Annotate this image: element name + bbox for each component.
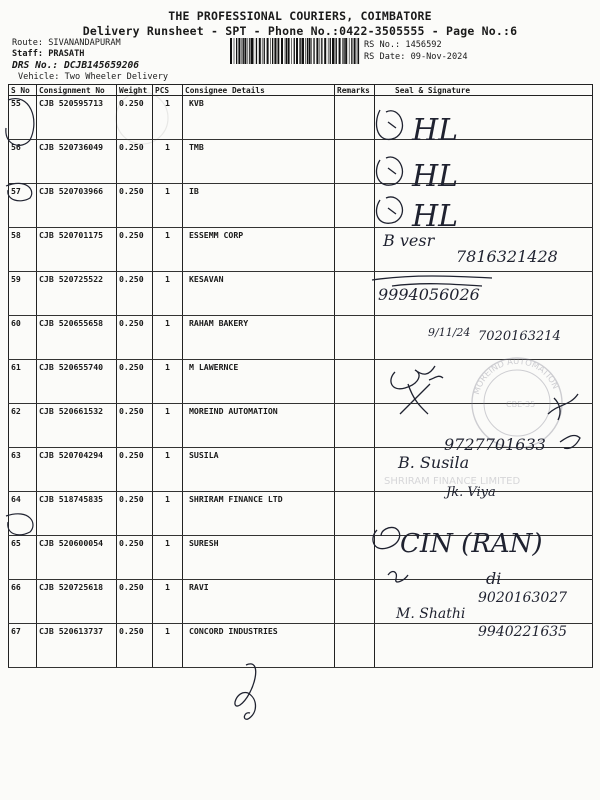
remarks bbox=[335, 184, 375, 228]
weight: 0.250 bbox=[117, 316, 153, 360]
serial-number: 55 bbox=[9, 96, 37, 140]
header-signature: Seal & Signature bbox=[375, 85, 593, 96]
signature-cell bbox=[375, 140, 593, 184]
remarks bbox=[335, 536, 375, 580]
consignee-details: SUSILA bbox=[183, 448, 335, 492]
remarks bbox=[335, 448, 375, 492]
remarks bbox=[335, 404, 375, 448]
consignee-details: KVB bbox=[183, 96, 335, 140]
runsheet-title: Delivery Runsheet - SPT - Phone No.:0422-3505555 - Page No.:6 bbox=[82, 24, 518, 38]
rs-date-line bbox=[364, 52, 468, 62]
weight: 0.250 bbox=[117, 448, 153, 492]
consignment-number: CJB 518745835 bbox=[37, 492, 117, 536]
remarks bbox=[335, 316, 375, 360]
header-consignee: Consignee Details bbox=[183, 85, 335, 96]
pieces: 1 bbox=[153, 580, 183, 624]
serial-number: 59 bbox=[9, 272, 37, 316]
handwriting-row67-name: M. Shathi bbox=[396, 606, 466, 622]
table-row bbox=[9, 316, 593, 360]
consignee-details: IB bbox=[183, 184, 335, 228]
pieces: 1 bbox=[153, 316, 183, 360]
weight: 0.250 bbox=[117, 624, 153, 668]
pieces: 1 bbox=[153, 272, 183, 316]
signature-cell bbox=[375, 96, 593, 140]
handwriting-row56: HL bbox=[412, 159, 459, 194]
serial-number: 67 bbox=[9, 624, 37, 668]
serial-number: 58 bbox=[9, 228, 37, 272]
table-row bbox=[9, 184, 593, 228]
weight: 0.250 bbox=[117, 140, 153, 184]
table-row bbox=[9, 140, 593, 184]
table-row bbox=[9, 272, 593, 316]
table-header-row bbox=[9, 85, 593, 96]
signature-cell bbox=[375, 536, 593, 580]
consignment-number: CJB 520613737 bbox=[37, 624, 117, 668]
handwriting-row63-name: B. Susila bbox=[398, 453, 470, 472]
vehicle-label: Vehicle: bbox=[18, 72, 60, 82]
table-row bbox=[9, 360, 593, 404]
staff-label: Staff: bbox=[12, 49, 44, 59]
handwriting-row65: CIN (RAN) bbox=[400, 529, 543, 559]
serial-number: 61 bbox=[9, 360, 37, 404]
serial-number: 60 bbox=[9, 316, 37, 360]
weight: 0.250 bbox=[117, 360, 153, 404]
weight: 0.250 bbox=[117, 184, 153, 228]
pieces: 1 bbox=[153, 184, 183, 228]
handwriting-row60-date: 9/11/24 bbox=[428, 326, 471, 339]
consignment-number: CJB 520661532 bbox=[37, 404, 117, 448]
table-row bbox=[9, 580, 593, 624]
drs-value: DCJB145659206 bbox=[64, 60, 140, 71]
handwriting-row55: HL bbox=[412, 113, 459, 148]
pieces: 1 bbox=[153, 360, 183, 404]
table-row bbox=[9, 228, 593, 272]
table-row bbox=[9, 96, 593, 140]
handwriting-row63-phone: 9727701633 bbox=[444, 435, 546, 454]
signature-cell bbox=[375, 580, 593, 624]
consignee-details: CONCORD INDUSTRIES bbox=[183, 624, 335, 668]
pieces: 1 bbox=[153, 140, 183, 184]
signature-cell bbox=[375, 624, 593, 668]
table-row bbox=[9, 448, 593, 492]
consignee-details: SURESH bbox=[183, 536, 335, 580]
rs-no-value: 1456592 bbox=[405, 40, 442, 50]
weight: 0.250 bbox=[117, 228, 153, 272]
consignment-number: CJB 520704294 bbox=[37, 448, 117, 492]
shriram-stamp-text: SHRIRAM FINANCE LIMITED bbox=[384, 476, 521, 487]
drs-label: DRS No.: bbox=[12, 60, 59, 71]
serial-number: 57 bbox=[9, 184, 37, 228]
remarks bbox=[335, 492, 375, 536]
signature-cell bbox=[375, 228, 593, 272]
signature-cell bbox=[375, 316, 593, 360]
pieces: 1 bbox=[153, 448, 183, 492]
handwriting-row66-phone: 9020163027 bbox=[478, 590, 568, 606]
consignee-details: ESSEMM CORP bbox=[183, 228, 335, 272]
weight: 0.250 bbox=[117, 96, 153, 140]
signature-cell bbox=[375, 492, 593, 536]
remarks bbox=[335, 140, 375, 184]
consignment-number: CJB 520655658 bbox=[37, 316, 117, 360]
pieces: 1 bbox=[153, 404, 183, 448]
handwriting-row59-phone: 9994056026 bbox=[378, 285, 480, 304]
consignment-number: CJB 520655740 bbox=[37, 360, 117, 404]
consignment-number: CJB 520703966 bbox=[37, 184, 117, 228]
weight: 0.250 bbox=[117, 404, 153, 448]
handwriting-row66-text: di bbox=[486, 569, 502, 588]
drs-line bbox=[12, 60, 139, 71]
header-consignment: Consignment No bbox=[37, 85, 117, 96]
handwriting-row60-phone: 7020163214 bbox=[478, 329, 561, 344]
vehicle-value: Two Wheeler Delivery bbox=[64, 72, 169, 82]
handwriting-row58-phone: 7816321428 bbox=[456, 247, 558, 266]
handwriting-row58-name: B vesr bbox=[383, 231, 435, 250]
delivery-table bbox=[8, 84, 593, 668]
weight: 0.250 bbox=[117, 272, 153, 316]
signature-cell bbox=[375, 404, 593, 448]
serial-number: 56 bbox=[9, 140, 37, 184]
consignment-number: CJB 520600054 bbox=[37, 536, 117, 580]
pieces: 1 bbox=[153, 624, 183, 668]
table-row bbox=[9, 624, 593, 668]
consignee-details: MOREIND AUTOMATION bbox=[183, 404, 335, 448]
remarks bbox=[335, 360, 375, 404]
remarks bbox=[335, 96, 375, 140]
consignee-details: KESAVAN bbox=[183, 272, 335, 316]
signature-cell bbox=[375, 272, 593, 316]
consignment-number: CJB 520701175 bbox=[37, 228, 117, 272]
rs-number-line bbox=[364, 40, 442, 50]
serial-number: 65 bbox=[9, 536, 37, 580]
vehicle-line bbox=[18, 72, 168, 82]
handwriting-row67-phone: 9940221635 bbox=[478, 624, 568, 640]
weight: 0.250 bbox=[117, 536, 153, 580]
serial-number: 66 bbox=[9, 580, 37, 624]
remarks bbox=[335, 228, 375, 272]
route-label: Route: bbox=[12, 38, 44, 48]
consignee-details: RAVI bbox=[183, 580, 335, 624]
moreind-stamp-text: MOREIND AUTOMATION bbox=[471, 356, 561, 396]
pieces: 1 bbox=[153, 228, 183, 272]
moreind-stamp-code: CBE-35 bbox=[506, 400, 536, 409]
table-row bbox=[9, 536, 593, 580]
consignment-number: CJB 520595713 bbox=[37, 96, 117, 140]
signature-cell bbox=[375, 360, 593, 404]
pieces: 1 bbox=[153, 96, 183, 140]
signature-cell bbox=[375, 184, 593, 228]
rs-date-value: 09-Nov-2024 bbox=[410, 52, 468, 62]
handwriting-row64-name: Jk. Viya bbox=[446, 485, 496, 500]
header-weight: Weight bbox=[117, 85, 153, 96]
table-row bbox=[9, 492, 593, 536]
consignee-details: RAHAM BAKERY bbox=[183, 316, 335, 360]
header-remarks: Remarks bbox=[335, 85, 375, 96]
consignee-details: SHRIRAM FINANCE LTD bbox=[183, 492, 335, 536]
signature-cell bbox=[375, 448, 593, 492]
table-row bbox=[9, 404, 593, 448]
rs-no-label: RS No.: bbox=[364, 40, 401, 50]
consignee-details: M LAWERNCE bbox=[183, 360, 335, 404]
weight: 0.250 bbox=[117, 580, 153, 624]
serial-number: 62 bbox=[9, 404, 37, 448]
staff-value: PRASATH bbox=[48, 49, 85, 59]
barcode-icon bbox=[230, 38, 360, 64]
serial-number: 64 bbox=[9, 492, 37, 536]
consignment-number: CJB 520725618 bbox=[37, 580, 117, 624]
consignment-number: CJB 520736049 bbox=[37, 140, 117, 184]
weight: 0.250 bbox=[117, 492, 153, 536]
company-name: THE PROFESSIONAL COURIERS, COIMBATORE bbox=[168, 9, 432, 23]
header-pcs: PCS bbox=[153, 85, 183, 96]
pieces: 1 bbox=[153, 536, 183, 580]
remarks bbox=[335, 624, 375, 668]
consignment-number: CJB 520725522 bbox=[37, 272, 117, 316]
consignee-details: TMB bbox=[183, 140, 335, 184]
rs-date-label: RS Date: bbox=[364, 52, 406, 62]
remarks bbox=[335, 272, 375, 316]
route-line bbox=[12, 38, 121, 48]
route-value: SIVANANDAPURAM bbox=[48, 38, 121, 48]
serial-number: 63 bbox=[9, 448, 37, 492]
staff-line bbox=[12, 49, 84, 59]
pieces: 1 bbox=[153, 492, 183, 536]
handwriting-row57: HL bbox=[412, 199, 459, 234]
remarks bbox=[335, 580, 375, 624]
header-sno: S No bbox=[9, 85, 37, 96]
